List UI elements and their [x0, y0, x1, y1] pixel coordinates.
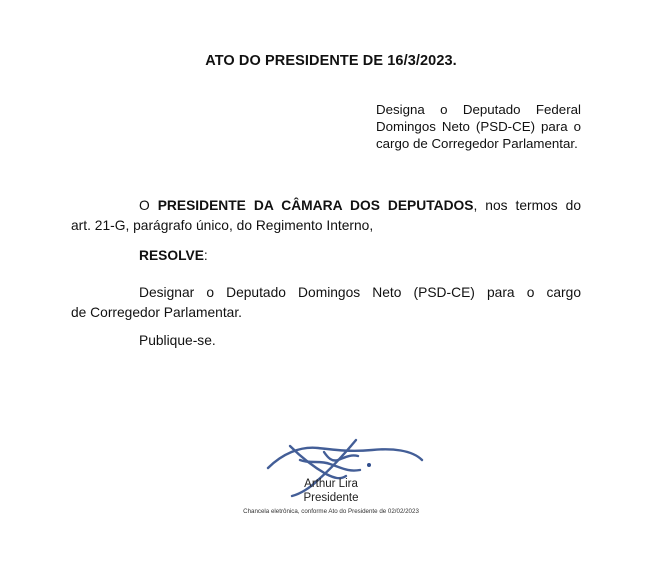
body-line-1: Designar o Deputado Domingos Neto (PSD-CE) para o cargo — [139, 285, 581, 300]
preamble-line-2: art. 21-G, parágrafo único, do Regimento Interno, — [71, 218, 374, 233]
closing-paragraph — [71, 331, 581, 351]
preamble-prefix: O — [139, 198, 158, 213]
electronic-seal-note: Chancela eletrônica, conforme Ato do Presidente de 02/02/2023 — [243, 508, 419, 515]
preamble-line-1 — [71, 196, 581, 216]
signature-block — [0, 430, 662, 530]
resolve-colon: : — [203, 248, 208, 263]
ementa — [376, 101, 581, 152]
body-paragraph — [71, 283, 581, 323]
preamble-rest: , nos termos do — [473, 198, 581, 213]
ementa-line: Designa o Deputado Federal — [376, 102, 581, 117]
closing-text: Publique-se. — [139, 333, 216, 348]
resolve-label: RESOLVE — [139, 248, 204, 263]
signer-name: Arthur Lira — [304, 478, 358, 490]
signer-role: Presidente — [303, 492, 359, 504]
ementa-line: Domingos Neto (PSD-CE) para o — [376, 119, 581, 134]
document-title: ATO DO PRESIDENTE DE 16/3/2023. — [205, 53, 457, 69]
resolve-heading — [71, 246, 581, 266]
president-title: PRESIDENTE DA CÂMARA DOS DEPUTADOS — [157, 198, 474, 213]
resolve-line — [71, 246, 581, 266]
ementa-line: cargo de Corregedor Parlamentar. — [376, 136, 578, 151]
body-line-2: de Corregedor Parlamentar. — [71, 305, 243, 320]
preamble-paragraph — [71, 196, 581, 236]
